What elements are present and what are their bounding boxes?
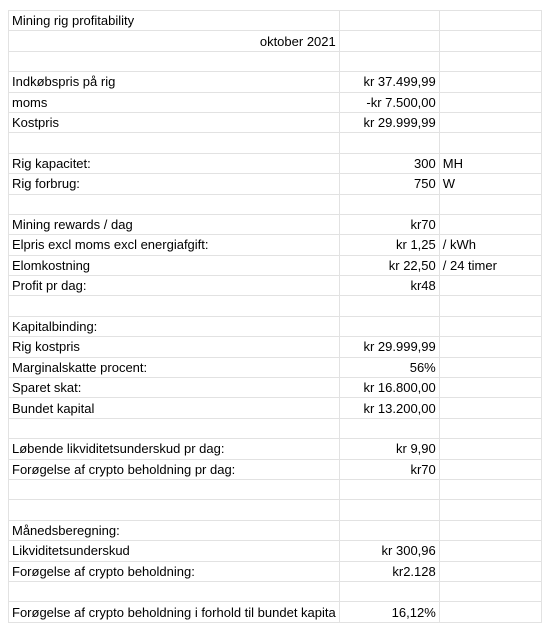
label-cell[interactable]: Rig kostpris [9, 337, 340, 357]
value-cell[interactable]: kr 300,96 [339, 541, 439, 561]
value-cell[interactable] [339, 51, 439, 71]
label-cell[interactable]: Likviditetsunderskud [9, 541, 340, 561]
unit-cell[interactable] [439, 357, 541, 377]
value-cell[interactable]: kr 16.800,00 [339, 378, 439, 398]
unit-cell[interactable] [439, 602, 541, 622]
table-row [9, 276, 542, 296]
table-row [9, 500, 542, 520]
label-cell[interactable] [9, 479, 340, 499]
label-cell[interactable] [9, 133, 340, 153]
table-row [9, 561, 542, 581]
value-cell[interactable] [339, 316, 439, 336]
value-cell[interactable] [339, 133, 439, 153]
unit-cell[interactable] [439, 439, 541, 459]
unit-cell[interactable] [439, 541, 541, 561]
label-cell[interactable]: Forøgelse af crypto beholdning i forhold til bundet kapita [9, 602, 340, 622]
unit-cell[interactable]: / 24 timer [439, 255, 541, 275]
label-cell[interactable]: Kostpris [9, 112, 340, 132]
label-cell[interactable]: Marginalskatte procent: [9, 357, 340, 377]
label-cell[interactable]: Rig kapacitet: [9, 153, 340, 173]
table-row [9, 398, 542, 418]
cell[interactable] [339, 11, 439, 31]
label-cell[interactable] [9, 194, 340, 214]
value-cell[interactable] [339, 479, 439, 499]
unit-cell[interactable] [439, 479, 541, 499]
value-cell[interactable]: 56% [339, 357, 439, 377]
unit-cell[interactable] [439, 92, 541, 112]
value-cell[interactable]: kr 1,25 [339, 235, 439, 255]
unit-cell[interactable] [439, 316, 541, 336]
label-cell[interactable]: Mining rewards / dag [9, 214, 340, 234]
unit-cell[interactable] [439, 337, 541, 357]
value-cell[interactable] [339, 581, 439, 601]
table-row [9, 153, 542, 173]
label-cell[interactable]: Sparet skat: [9, 378, 340, 398]
table-row [9, 378, 542, 398]
table-row [9, 337, 542, 357]
table-row [9, 357, 542, 377]
label-cell[interactable]: Løbende likviditetsunderskud pr dag: [9, 439, 340, 459]
table-row [9, 520, 542, 540]
date-row [9, 31, 542, 51]
table-row [9, 235, 542, 255]
unit-cell[interactable] [439, 133, 541, 153]
label-cell[interactable]: Bundet kapital [9, 398, 340, 418]
unit-cell[interactable] [439, 51, 541, 71]
unit-cell[interactable] [439, 194, 541, 214]
unit-cell[interactable] [439, 214, 541, 234]
unit-cell[interactable] [439, 72, 541, 92]
value-cell[interactable] [339, 418, 439, 438]
unit-cell[interactable] [439, 398, 541, 418]
value-cell[interactable]: 750 [339, 174, 439, 194]
value-cell[interactable]: kr2.128 [339, 561, 439, 581]
value-cell[interactable] [339, 500, 439, 520]
value-cell[interactable] [339, 194, 439, 214]
unit-cell[interactable] [439, 418, 541, 438]
table-row [9, 133, 542, 153]
label-cell[interactable]: Forøgelse af crypto beholdning pr dag: [9, 459, 340, 479]
unit-cell[interactable] [439, 581, 541, 601]
unit-cell[interactable] [439, 378, 541, 398]
unit-cell[interactable] [439, 459, 541, 479]
value-cell[interactable]: kr 9,90 [339, 439, 439, 459]
label-cell[interactable]: Forøgelse af crypto beholdning: [9, 561, 340, 581]
table-row [9, 51, 542, 71]
unit-cell[interactable] [439, 520, 541, 540]
value-cell[interactable] [339, 296, 439, 316]
value-cell[interactable]: kr 22,50 [339, 255, 439, 275]
table-row [9, 316, 542, 336]
unit-cell[interactable] [439, 276, 541, 296]
cell[interactable] [439, 31, 541, 51]
spreadsheet-grid [8, 10, 542, 623]
label-cell[interactable] [9, 500, 340, 520]
value-cell[interactable]: kr 37.499,99 [339, 72, 439, 92]
date-cell[interactable]: oktober 2021 [9, 31, 340, 51]
table-row [9, 112, 542, 132]
table-row [9, 418, 542, 438]
label-cell[interactable] [9, 51, 340, 71]
table-row [9, 602, 542, 622]
label-cell[interactable]: Elpris excl moms excl energiafgift: [9, 235, 340, 255]
label-cell[interactable]: Indkøbspris på rig [9, 72, 340, 92]
value-cell[interactable]: -kr 7.500,00 [339, 92, 439, 112]
table-row [9, 194, 542, 214]
unit-cell[interactable]: / kWh [439, 235, 541, 255]
table-row [9, 541, 542, 561]
label-cell[interactable]: Profit pr dag: [9, 276, 340, 296]
value-cell[interactable] [339, 520, 439, 540]
label-cell[interactable] [9, 296, 340, 316]
label-cell[interactable]: Rig forbrug: [9, 174, 340, 194]
value-cell[interactable]: kr70 [339, 214, 439, 234]
cell[interactable] [439, 11, 541, 31]
table-row [9, 296, 542, 316]
unit-cell[interactable]: MH [439, 153, 541, 173]
value-cell[interactable]: kr 29.999,99 [339, 112, 439, 132]
label-cell[interactable]: Kapitalbinding: [9, 316, 340, 336]
label-cell[interactable] [9, 581, 340, 601]
table-row [9, 459, 542, 479]
label-cell[interactable]: moms [9, 92, 340, 112]
label-cell[interactable]: Elomkostning [9, 255, 340, 275]
table-row [9, 72, 542, 92]
table-row [9, 479, 542, 499]
table-row [9, 92, 542, 112]
value-cell[interactable]: kr 29.999,99 [339, 337, 439, 357]
table-row [9, 255, 542, 275]
title-cell[interactable]: Mining rig profitability [9, 11, 340, 31]
unit-cell[interactable]: W [439, 174, 541, 194]
label-cell[interactable] [9, 418, 340, 438]
value-cell[interactable]: kr70 [339, 459, 439, 479]
table-row [9, 174, 542, 194]
value-cell[interactable]: 16,12% [339, 602, 439, 622]
value-cell[interactable]: kr48 [339, 276, 439, 296]
table-row [9, 581, 542, 601]
cell[interactable] [339, 31, 439, 51]
unit-cell[interactable] [439, 500, 541, 520]
value-cell[interactable]: 300 [339, 153, 439, 173]
table-row [9, 439, 542, 459]
title-row [9, 11, 542, 31]
unit-cell[interactable] [439, 112, 541, 132]
unit-cell[interactable] [439, 296, 541, 316]
unit-cell[interactable] [439, 561, 541, 581]
table-row [9, 214, 542, 234]
label-cell[interactable]: Månedsberegning: [9, 520, 340, 540]
value-cell[interactable]: kr 13.200,00 [339, 398, 439, 418]
